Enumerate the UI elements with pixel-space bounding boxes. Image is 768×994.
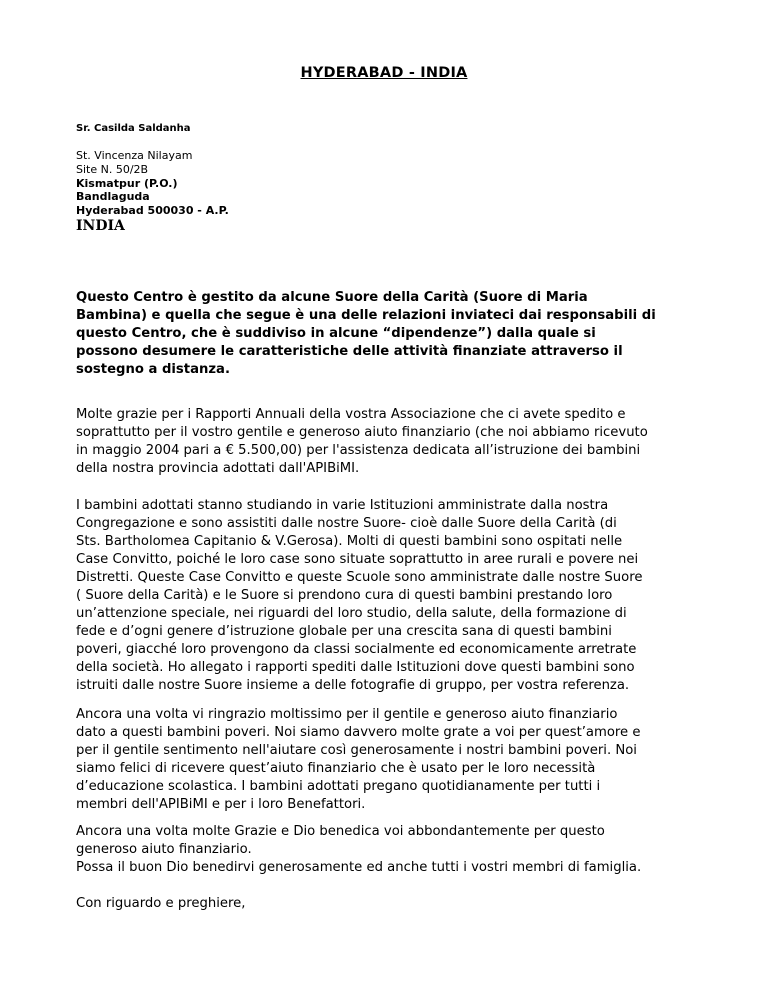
paragraph-line: per il gentile sentimento nell'aiutare così generosamente i nostri bambini poveri. Noi [76,743,637,758]
paragraph-line: Possa il buon Dio benedirvi generosamente ed anche tutti i vostri membri di famiglia. [76,860,642,875]
paragraph-line: Ancora una volta vi ringrazio moltissimo per il gentile e generoso aiuto finanziario [76,707,618,722]
paragraph-line: Case Convitto, poiché le loro case sono situate soprattutto in aree rurali e povere nei [76,552,639,567]
address-line: Hyderabad 500030 - A.P. [76,204,229,218]
intro-paragraph [76,289,701,379]
address-line: Kismatpur (P.O.) [76,176,178,190]
address-country: INDIA [76,217,125,234]
intro-line: questo Centro, che è suddiviso in alcune “dipendenze”) dalla quale si [76,326,596,341]
paragraph-line: in maggio 2004 pari a € 5.500,00) per l'assistenza dedicata all’istruzione dei bambini [76,443,641,458]
paragraph-line: della nostra provincia adottati dall'APIBiMI. [76,461,360,476]
paragraph-line: poveri, giacché loro provengono da classi socialmente ed economicamente arretrate [76,642,637,657]
sender-name: Sr. Casilda Saldanha [76,123,191,134]
paragraph-line: soprattutto per il vostro gentile e generoso aiuto finanziario (che noi abbiamo ricevuto [76,425,648,440]
document-title: HYDERABAD - INDIA [300,65,468,81]
intro-line: Bambina) e quella che segue è una delle relazioni inviateci dai responsabili di [76,308,656,323]
paragraph-line: un’attenzione speciale, nei riguardi del loro studio, della salute, della formazione di [76,606,627,621]
paragraph-line: Congregazione e sono assistiti dalle nostre Suore- cioè dalle Suore della Carità (di [76,516,617,531]
address-line: St. Vincenza Nilayam [76,149,193,162]
paragraph-line: generoso aiuto finanziario. [76,842,252,857]
paragraph-line: dato a questi bambini poveri. Noi siamo davvero molte grate a voi per quest’amore e [76,725,641,740]
sender-address [76,149,229,235]
paragraph-line: Ancora una volta molte Grazie e Dio benedica voi abbondantemente per questo [76,824,605,839]
paragraph-line: Molte grazie per i Rapporti Annuali della vostra Associazione che ci avete spedito e [76,407,626,422]
paragraph-line: della società. Ho allegato i rapporti spediti dalle Istituzioni dove questi bambini sono [76,660,635,675]
body-paragraph-1 [76,406,701,478]
paragraph-line: siamo felici di ricevere quest’aiuto finanziario che è usato per le loro necessità [76,761,596,776]
paragraph-line: Distretti. Queste Case Convitto e queste Scuole sono amministrate dalle nostre Suore [76,570,643,585]
paragraph-line: d’educazione scolastica. I bambini adottati pregano quotidianamente per tutti i [76,779,601,794]
address-line: Bandlaguda [76,190,150,204]
paragraph-line: I bambini adottati stanno studiando in varie Istituzioni amministrate dalla nostra [76,498,609,513]
paragraph-line: ( Suore della Carità) e le Suore si prendono cura di questi bambini prestando loro [76,588,613,603]
paragraph-line: membri dell'APIBiMI e per i loro Benefattori. [76,797,366,812]
intro-line: sostegno a distanza. [76,362,230,377]
paragraph-line: Sts. Bartholomea Capitanio & V.Gerosa). Molti di questi bambini sono ospitati nelle [76,534,623,549]
address-line: Site N. 50/2B [76,162,149,176]
paragraph-line: fede e d’ogni genere d’istruzione globale per una crescita sana di questi bambini [76,624,612,639]
body-paragraph-4 [76,823,701,877]
intro-line: Questo Centro è gestito da alcune Suore della Carità (Suore di Maria [76,290,588,305]
paragraph-line: istruiti dalle nostre Suore insieme a delle fotografie di gruppo, per vostra referenza. [76,678,630,693]
intro-line: possono desumere le caratteristiche delle attività finanziate attraverso il [76,344,623,359]
body-paragraph-3 [76,706,701,814]
body-paragraph-2 [76,497,701,695]
closing-line: Con riguardo e preghiere, [76,896,246,911]
